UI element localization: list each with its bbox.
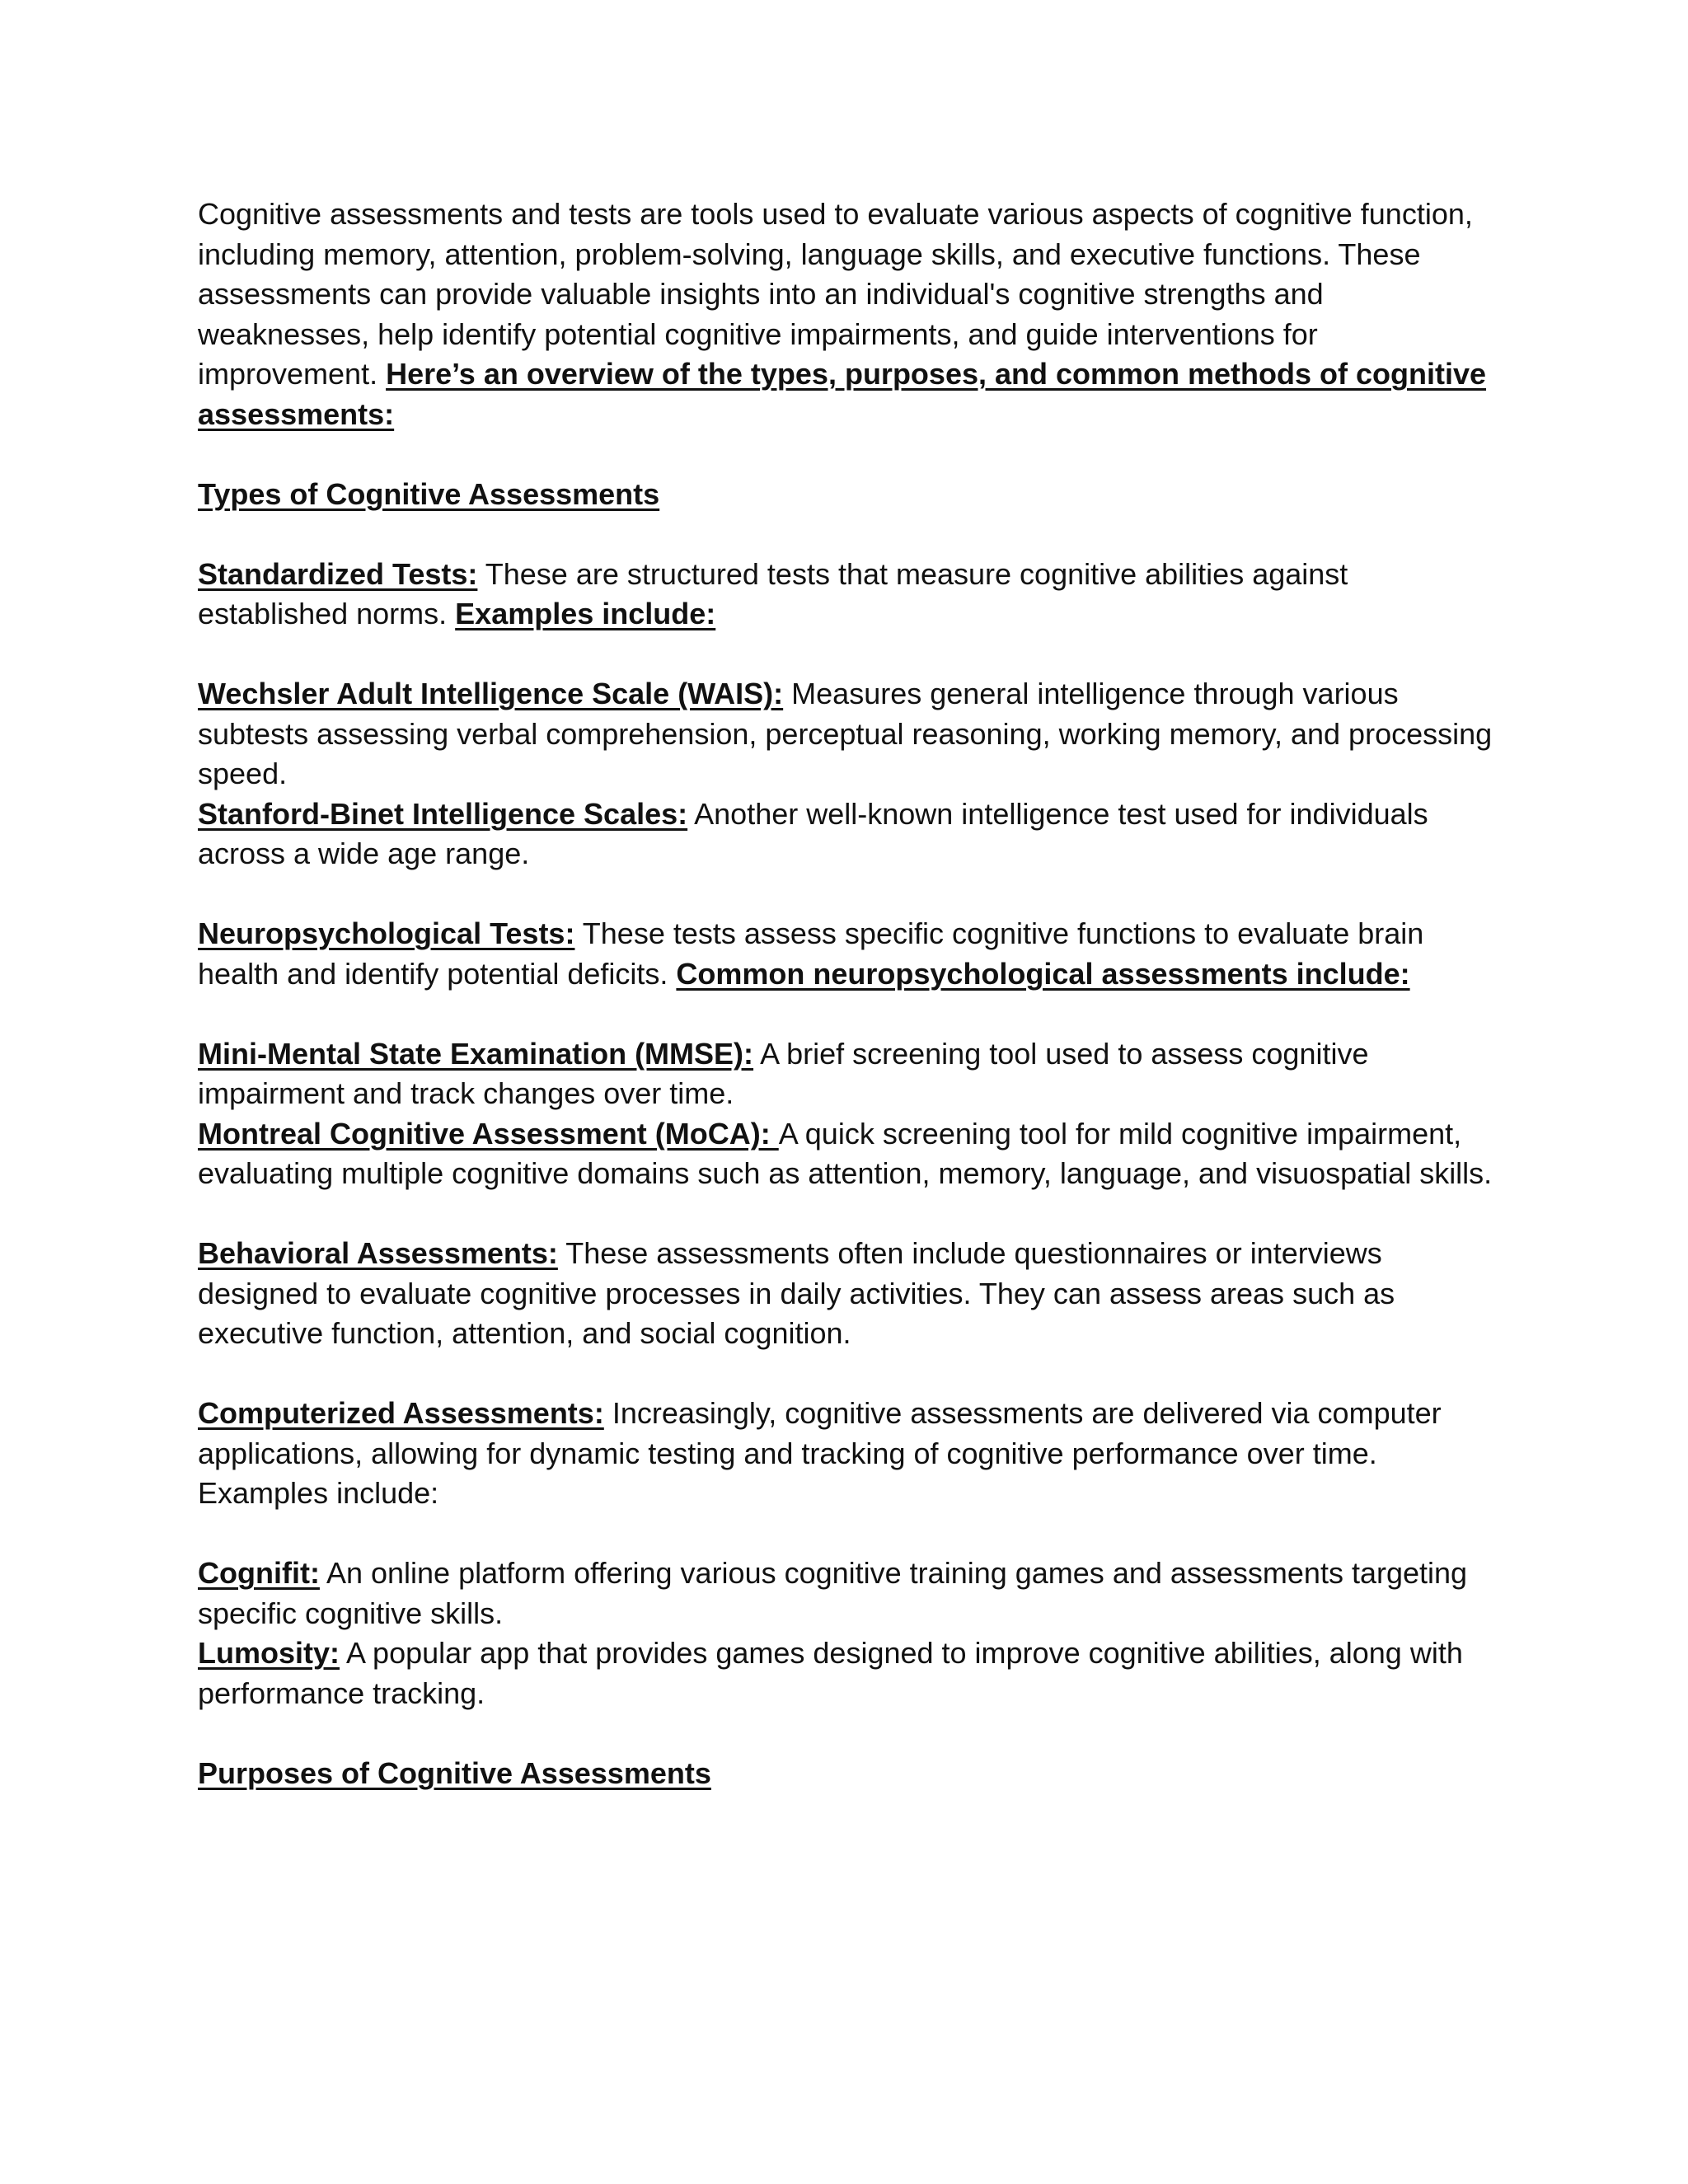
cognifit-label: Cognifit: — [198, 1556, 320, 1590]
stanford-binet-paragraph — [198, 794, 1500, 874]
computerized-assessments-label: Computerized Assessments: — [198, 1396, 604, 1430]
behavioral-assessments-label: Behavioral Assessments: — [198, 1236, 558, 1270]
stanford-binet-label: Stanford-Binet Intelligence Scales: — [198, 796, 688, 831]
computerized-assessments-text: Increasingly, cognitive assessments are delivered via computer applications, allowing for dynamic testing and tracking of cognitive performance over time. Examples include: — [198, 1396, 1442, 1510]
moca-text: A quick screening tool for mild cognitive impairment, evaluating multiple cognitive domains such as attention, memory, language, and visuospatial skills. — [198, 1116, 1493, 1190]
mmse-label: Mini-Mental State Examination (MMSE): — [198, 1036, 754, 1071]
cognifit-paragraph — [198, 1554, 1500, 1633]
lumosity-text: A popular app that provides games designed to improve cognitive abilities, along with performance tracking. — [198, 1636, 1463, 1710]
lumosity-label: Lumosity: — [198, 1636, 340, 1670]
standardized-tests-lead: Examples include: — [455, 597, 716, 630]
heading-purposes-text: Purposes of Cognitive Assessments — [198, 1755, 711, 1790]
intro-lead: Here’s an overview of the types, purposes, and common methods of cognitive assessments: — [198, 357, 1487, 431]
behavioral-assessments-paragraph — [198, 1234, 1500, 1354]
heading-types-text: Types of Cognitive Assessments — [198, 476, 660, 511]
computerized-assessments-paragraph — [198, 1394, 1500, 1514]
standardized-tests-text: These are structured tests that measure cognitive abilities against established norms. — [198, 556, 1348, 630]
wais-paragraph — [198, 674, 1500, 794]
standardized-tests-paragraph — [198, 555, 1500, 635]
mmse-paragraph — [198, 1034, 1500, 1114]
moca-paragraph — [198, 1114, 1500, 1194]
intro-paragraph — [198, 194, 1500, 434]
intro-text: Cognitive assessments and tests are tools used to evaluate various aspects of cognitive function, including memory, attention, problem-solving, language skills, and executive functions. These assessments can provide valuable insights into an individual's cognitive strengths and weaknesses, help identify potential cognitive impairments, and guide interventions for improvement. — [198, 197, 1473, 391]
section-heading-types — [198, 475, 1500, 515]
behavioral-assessments-text: These assessments often include questionnaires or interviews designed to evaluate cognitive processes in daily activities. They can assess areas such as executive function, attention, and social cognition. — [198, 1236, 1395, 1350]
wais-label: Wechsler Adult Intelligence Scale (WAIS): — [198, 677, 784, 710]
moca-label: Montreal Cognitive Assessment (MoCA): — [198, 1116, 779, 1151]
standardized-tests-label: Standardized Tests: — [198, 556, 478, 591]
lumosity-paragraph — [198, 1633, 1500, 1713]
mmse-text: A brief screening tool used to assess cognitive impairment and track changes over time. — [198, 1036, 1369, 1110]
neuropsychological-tests-paragraph — [198, 914, 1500, 994]
neuropsychological-tests-label: Neuropsychological Tests: — [198, 916, 575, 950]
stanford-binet-text: Another well-known intelligence test used for individuals across a wide age range. — [198, 796, 1428, 870]
cognifit-text: An online platform offering various cognitive training games and assessments targeting specific cognitive skills. — [198, 1556, 1468, 1630]
neuropsychological-tests-lead: Common neuropsychological assessments include: — [676, 956, 1410, 991]
document-page — [198, 194, 1500, 1834]
neuropsychological-tests-text: These tests assess specific cognitive functions to evaluate brain health and identify potential deficits. — [198, 916, 1424, 991]
section-heading-purposes — [198, 1754, 1500, 1794]
wais-text: Measures general intelligence through various subtests assessing verbal comprehension, perceptual reasoning, working memory, and processing speed. — [198, 677, 1493, 790]
